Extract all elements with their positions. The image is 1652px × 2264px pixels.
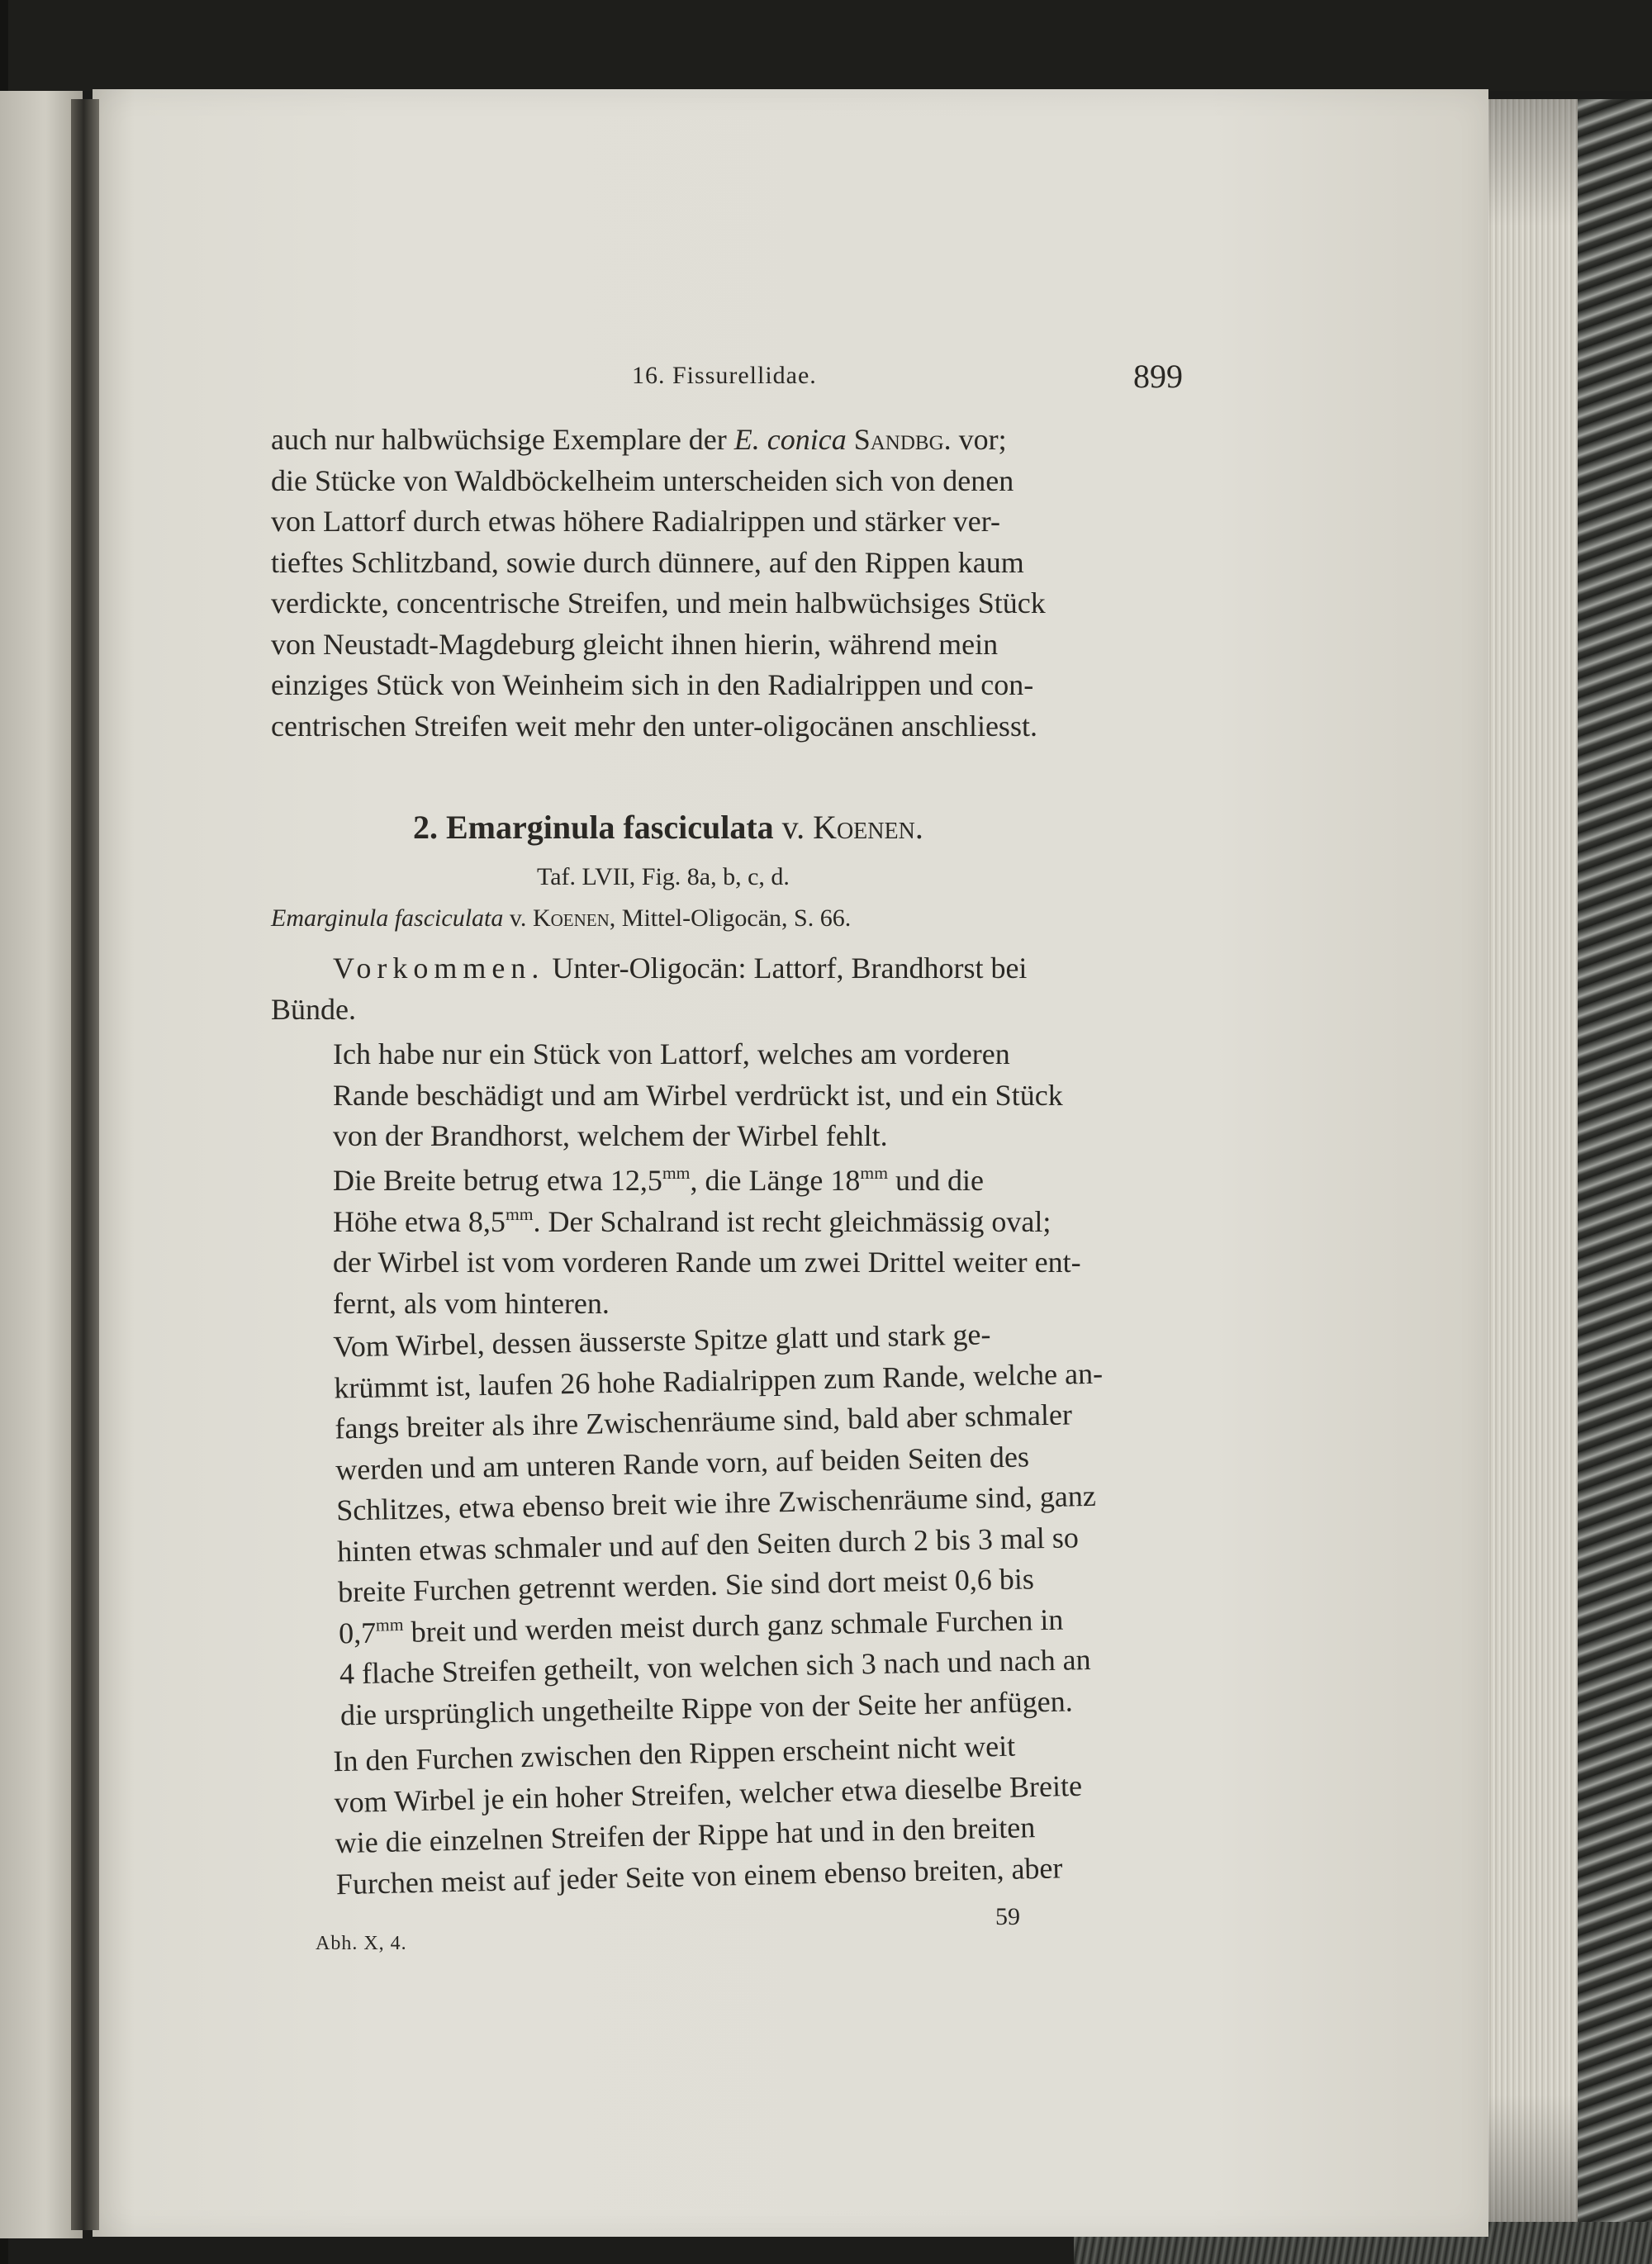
text-line: Vorkommen. Unter-Oligocän: Lattorf, Brandhorst bei bbox=[333, 952, 1028, 985]
plate-reference: Taf. LVII, Fig. 8a, b, c, d. bbox=[537, 863, 790, 890]
paragraph-4 bbox=[271, 1311, 1175, 1737]
text-line: von der Brandhorst, welchem der Wirbel fehlt. bbox=[333, 1119, 888, 1152]
text-line: wie die einzelnen Streifen der Rippe hat und in den breiten bbox=[335, 1811, 1036, 1860]
text-line: von Lattorf durch etwas höhere Radialrippen und stärker ver- bbox=[271, 505, 1000, 538]
text-line: Schlitzes, etwa ebenso breit wie ihre Zwischenräume sind, ganz bbox=[335, 1478, 1097, 1527]
paragraph-2 bbox=[271, 1034, 1171, 1157]
text-line: die ursprünglich ungetheilte Rippe von der Seite her anfügen. bbox=[339, 1683, 1073, 1731]
text-line: von Neustadt-Magdeburg gleicht ihnen hierin, während mein bbox=[271, 627, 999, 661]
text-line: 4 flache Streifen getheilt, von welchen sich 3 nach und nach an bbox=[339, 1643, 1091, 1691]
text-line: Ich habe nur ein Stück von Lattorf, welches am vorderen bbox=[333, 1037, 1010, 1070]
text-line: breite Furchen getrennt werden. Sie sind dort meist 0,6 bis bbox=[337, 1562, 1035, 1609]
text-line: auch nur halbwüchsige Exemplare der E. conica Sandbg. vor; bbox=[271, 423, 1007, 456]
paragraph-5 bbox=[271, 1722, 1171, 1906]
text-line: Furchen meist auf jeder Seite von einem ebenso breiten, aber bbox=[335, 1850, 1063, 1901]
text-line: einziges Stück von Weinheim sich in den Radialrippen und con- bbox=[271, 668, 1034, 701]
running-header: 16. Fissurellidae. bbox=[632, 362, 817, 389]
synonymy-reference: Emarginula fasciculata v. Koenen, Mittel-Oligocän, S. 66. bbox=[271, 904, 852, 932]
occurrence-paragraph bbox=[271, 948, 1171, 1030]
text-line: krümmt ist, laufen 26 hohe Radialrippen zum Rande, welche an- bbox=[334, 1356, 1104, 1405]
text-line: Die Breite betrug etwa $12,5^{mm}$, die Länge $18^{mm}$ und die bbox=[333, 1162, 984, 1197]
text-line: Höhe etwa $8,5^{mm}$. Der Schalrand ist recht gleichmässig oval; bbox=[333, 1203, 1051, 1238]
paragraph-3 bbox=[271, 1160, 1171, 1324]
printer-signature: Abh. X, 4. bbox=[316, 1933, 407, 1954]
sheet-number: 59 bbox=[995, 1903, 1020, 1930]
text-line: werden und am unteren Rande vorn, auf beiden Seiten des bbox=[335, 1439, 1030, 1487]
text-line: vom Wirbel je ein hoher Streifen, welcher etwa dieselbe Breite bbox=[334, 1768, 1083, 1819]
text-line: Rande beschädigt und am Wirbel verdrückt ist, und ein Stück bbox=[333, 1078, 1063, 1112]
text-line: der Wirbel ist vom vorderen Rande um zwei Drittel weiter ent- bbox=[333, 1246, 1081, 1279]
text-line: Vom Wirbel, dessen äusserste Spitze glatt und stark ge- bbox=[333, 1317, 991, 1364]
text-line: tieftes Schlitzband, sowie durch dünnere, auf den Rippen kaum bbox=[271, 545, 1024, 579]
occurrence-label: Vorkommen. bbox=[333, 952, 545, 985]
text-line: In den Furchen zwischen den Rippen erscheint nicht weit bbox=[333, 1729, 1016, 1778]
page-number: 899 bbox=[1133, 358, 1183, 395]
text-line: die Stücke von Waldböckelheim unterscheiden sich von denen bbox=[271, 463, 1014, 497]
paragraph-1 bbox=[271, 420, 1171, 747]
text-line: hinten etwas schmaler und auf den Seiten durch 2 bis 3 mal so bbox=[336, 1520, 1080, 1569]
species-author: Koenen. bbox=[813, 809, 923, 846]
text-line: fernt, als vom hinteren. bbox=[333, 1286, 610, 1320]
text-line: fangs breiter als ihre Zwischenräume sind, bald aber schmaler bbox=[334, 1398, 1073, 1445]
species-abbrev: E. conica bbox=[733, 423, 847, 456]
species-heading: 2. Emarginula fasciculata v. Koenen. bbox=[413, 809, 923, 846]
text-line: Bünde. bbox=[271, 992, 356, 1026]
text-line: $0,7^{mm}$ breit und werden meist durch ganz schmale Furchen in bbox=[338, 1602, 1064, 1649]
text-line: centrischen Streifen weit mehr den unter-oligocänen anschliesst. bbox=[271, 709, 1037, 743]
author-name: Sandbg. bbox=[853, 423, 952, 456]
text-line: verdickte, concentrische Streifen, und mein halbwüchsiges Stück bbox=[271, 586, 1046, 619]
